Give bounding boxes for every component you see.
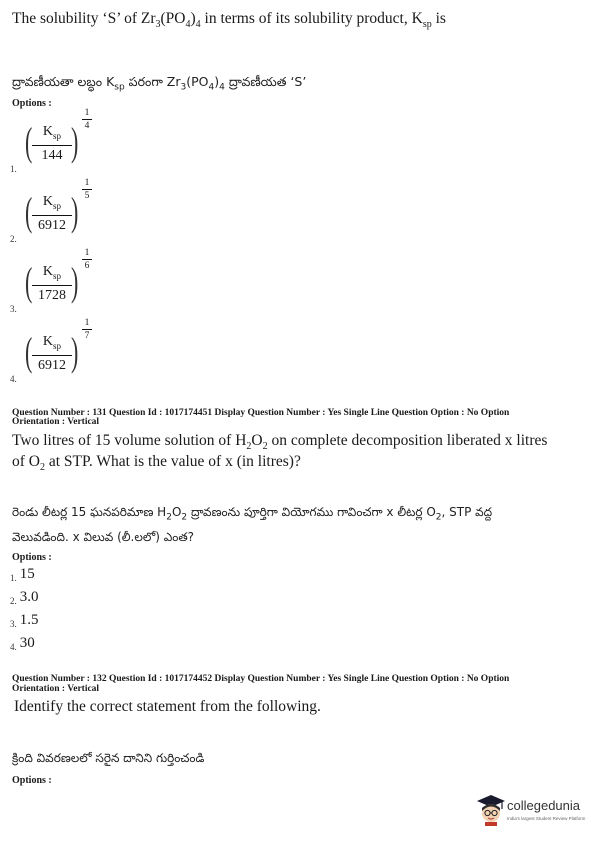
left-paren: ( <box>24 329 33 374</box>
fraction-numerator: $K_{sp}$ <box>42 334 62 351</box>
fraction <box>32 330 72 378</box>
fraction <box>32 190 72 238</box>
collegedunia-logo <box>476 792 590 828</box>
fraction-numerator: $K_{sp}$ <box>42 124 62 141</box>
option-value: 1.5 <box>19 612 39 628</box>
q131-telugu-line2: వెలువడింది. x విలువ (లీ.లలో) ఎంత? <box>12 530 195 544</box>
q131-option-3 <box>10 611 39 629</box>
q131-option-1 <box>10 565 35 583</box>
q131-options-label: Options : <box>12 552 52 563</box>
q131-telugu-line1: రెండు లీటర్ల 15 ఘనపరిమాణ $H_2O_2$ ద్రావణంను పూర్తిగా వియోగము గావించగా x లీటర్ల $O_2$, STP వద్ద <box>12 505 493 523</box>
left-paren: ( <box>24 259 33 304</box>
q130-option-2 <box>10 178 100 252</box>
right-paren: ) <box>70 119 79 164</box>
fraction <box>32 260 72 308</box>
option-number: 1. <box>10 573 17 583</box>
q131-option-4 <box>10 634 35 652</box>
fraction-numerator: $K_{sp}$ <box>42 264 62 281</box>
q132-telugu-text: క్రింది వివరణలలో సరైన దానిని గుర్తించండి <box>12 751 205 765</box>
q130-options-label: Options : <box>12 98 52 109</box>
left-paren: ( <box>24 119 33 164</box>
right-paren: ) <box>70 189 79 234</box>
q130-option-4 <box>10 318 100 392</box>
q131-english-line1: Two litres of 15 volume solution of $H_2O_2$ on complete decomposition liberated x litres <box>12 432 548 453</box>
right-paren: ) <box>70 259 79 304</box>
fraction-numerator: $K_{sp}$ <box>42 194 62 211</box>
fraction-bar <box>32 145 72 146</box>
q130-telugu-text: ద్రావణీయతా లబ్ధం $K_{sp}$ పరంగా $Zr_3(PO_4)_4$ ద్రావణీయత ‘S’ <box>12 74 307 93</box>
exponent: 1 4 <box>82 108 92 131</box>
option-number: 2. <box>10 234 17 244</box>
fraction <box>32 120 72 168</box>
q130-english-text: The solubility ‘S’ of $Zr_3(PO_4)_4$ in terms of its solubility product, $K_{sp}$ is <box>12 10 446 31</box>
fraction-denominator: 144 <box>41 148 63 163</box>
option-number: 3. <box>10 619 17 629</box>
q130-option-3 <box>10 248 100 322</box>
q132-options-label: Options : <box>12 775 52 786</box>
exponent: 1 6 <box>82 248 92 271</box>
exponent: 1 5 <box>82 178 92 201</box>
logo-name: collegedunia <box>507 798 581 813</box>
q132-meta-line2: Orientation : Vertical <box>12 684 100 694</box>
fraction-bar <box>32 215 72 216</box>
option-number: 2. <box>10 596 17 606</box>
fraction-bar <box>32 285 72 286</box>
option-value: 3.0 <box>19 589 39 605</box>
q131-meta-line2: Orientation : Vertical <box>12 417 100 427</box>
fraction-denominator: 6912 <box>38 218 66 233</box>
option-value: 30 <box>19 635 35 651</box>
option-number: 3. <box>10 304 17 314</box>
q131-option-2 <box>10 588 39 606</box>
q132-meta-line1: Question Number : 132 Question Id : 1017174452 Display Question Number : Yes Single Line Question Option : No Option <box>12 674 510 684</box>
q131-meta-line1: Question Number : 131 Question Id : 1017174451 Display Question Number : Yes Single Line Question Option : No Option <box>12 408 510 418</box>
right-paren: ) <box>70 329 79 374</box>
q130-option-1 <box>10 108 100 182</box>
q131-english-line2: of $O_2$ at STP. What is the value of x (in litres)? <box>12 453 301 474</box>
exponent: 1 7 <box>82 318 92 341</box>
option-number: 1. <box>10 164 17 174</box>
fraction-denominator: 1728 <box>38 288 66 303</box>
q132-english-text: Identify the correct statement from the following. <box>14 698 321 715</box>
option-number: 4. <box>10 642 17 652</box>
option-value: 15 <box>19 566 35 582</box>
fraction-denominator: 6912 <box>38 358 66 373</box>
left-paren: ( <box>24 189 33 234</box>
option-number: 4. <box>10 374 17 384</box>
mascot-icon <box>476 794 506 826</box>
logo-tagline: India's largest Student Review Platform <box>507 816 586 821</box>
fraction-bar <box>32 355 72 356</box>
